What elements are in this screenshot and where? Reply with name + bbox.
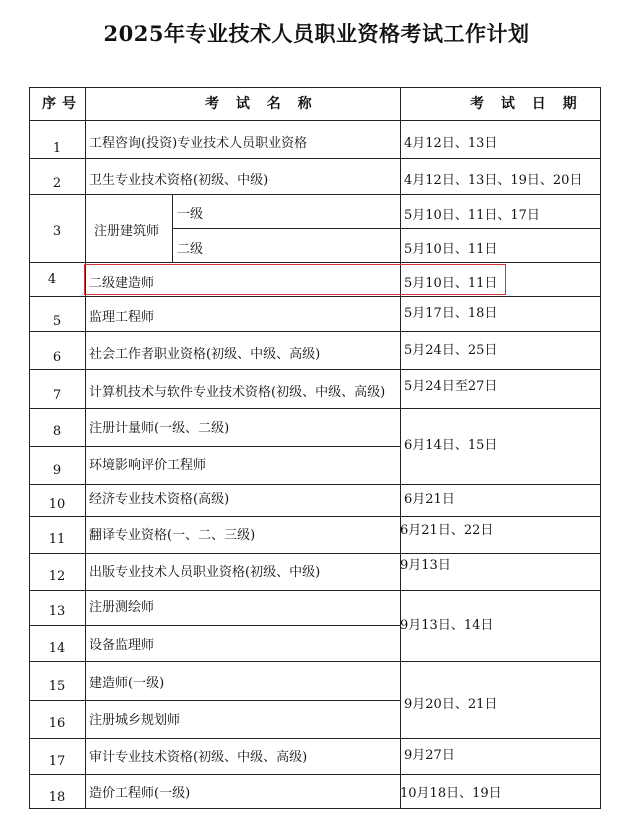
row-exam-name: 卫生专业技术资格(初级、中级) bbox=[89, 173, 269, 188]
row-exam-date: 9月13日 bbox=[400, 558, 451, 573]
table-line bbox=[29, 194, 601, 195]
table-line bbox=[29, 484, 601, 485]
row-index: 10 bbox=[48, 497, 66, 512]
table-line bbox=[29, 553, 601, 554]
row-index: 5 bbox=[52, 314, 62, 329]
row-exam-name: 注册城乡规划师 bbox=[89, 713, 181, 728]
row-index: 3 bbox=[52, 224, 62, 239]
row-exam-name: 翻译专业资格(一、二、三级) bbox=[89, 528, 256, 543]
table-line bbox=[400, 87, 401, 809]
table-line bbox=[29, 774, 601, 775]
merged-exam-date: 9月20日、21日 bbox=[404, 697, 498, 712]
row-index: 14 bbox=[48, 641, 66, 656]
table-line bbox=[29, 158, 601, 159]
row-exam-name: 造价工程师(一级) bbox=[89, 786, 191, 801]
row-exam-name: 出版专业技术人员职业资格(初级、中级) bbox=[89, 565, 321, 580]
row-exam-date: 6月21日 bbox=[404, 492, 455, 507]
row-exam-name: 环境影响评价工程师 bbox=[89, 458, 207, 473]
row-highlight-box bbox=[84, 264, 506, 295]
row-exam-date: 10月18日、19日 bbox=[400, 786, 502, 801]
table-line bbox=[29, 369, 601, 370]
row-index: 2 bbox=[52, 176, 62, 191]
row-index: 1 bbox=[52, 141, 62, 156]
table-line bbox=[29, 296, 601, 297]
row-index: 7 bbox=[52, 388, 62, 403]
row-exam-date: 5月17日、18日 bbox=[404, 306, 498, 321]
header-exam-date: 考 试 日 期 bbox=[470, 96, 583, 112]
table-line bbox=[29, 262, 601, 263]
merged-exam-date: 9月13日、14日 bbox=[400, 618, 494, 633]
row-index: 12 bbox=[48, 569, 66, 584]
row-exam-name: 监理工程师 bbox=[89, 310, 155, 325]
row-exam-date: 5月24日、25日 bbox=[404, 343, 498, 358]
row-sub-level: 一级 bbox=[177, 207, 204, 222]
table-line bbox=[29, 738, 601, 739]
row-exam-date: 4月12日、13日 bbox=[404, 136, 498, 151]
row-exam-date: 5月10日、11日、17日 bbox=[404, 208, 540, 223]
row-exam-name: 设备监理师 bbox=[89, 638, 155, 653]
row-index: 17 bbox=[48, 754, 66, 769]
table-line bbox=[29, 331, 601, 332]
row-exam-name: 社会工作者职业资格(初级、中级、高级) bbox=[89, 347, 321, 362]
row-exam-name: 经济专业技术资格(高级) bbox=[89, 492, 230, 507]
row-index: 16 bbox=[48, 716, 66, 731]
row-exam-name: 建造师(一级) bbox=[89, 676, 165, 691]
row-exam-name: 注册计量师(一级、二级) bbox=[89, 421, 230, 436]
table-line bbox=[29, 408, 601, 409]
row-sub-level: 二级 bbox=[177, 242, 204, 257]
table-line bbox=[85, 87, 86, 809]
table-line bbox=[29, 120, 601, 121]
table-line bbox=[172, 194, 173, 262]
header-index: 序号 bbox=[42, 96, 82, 112]
row-index: 6 bbox=[52, 350, 62, 365]
row-exam-date: 4月12日、13日、19日、20日 bbox=[404, 173, 583, 188]
row-exam-date: 5月10日、11日 bbox=[404, 242, 498, 257]
row-exam-date: 6月21日、22日 bbox=[400, 523, 494, 538]
row-index: 9 bbox=[52, 463, 62, 478]
table-line bbox=[29, 661, 601, 662]
row-index: 15 bbox=[48, 679, 66, 694]
row-index: 13 bbox=[48, 604, 66, 619]
row-exam-name: 计算机技术与软件专业技术资格(初级、中级、高级) bbox=[89, 385, 386, 400]
header-exam-name: 考 试 名 称 bbox=[205, 96, 318, 112]
table-line bbox=[29, 590, 601, 591]
row-exam-date: 5月24日至27日 bbox=[404, 379, 498, 394]
row-exam-name: 工程咨询(投资)专业技术人员职业资格 bbox=[89, 136, 308, 151]
row-exam-name: 注册建筑师 bbox=[94, 224, 160, 239]
row-exam-date: 5月10日、11日 bbox=[404, 276, 498, 291]
page-title: 2025年专业技术人员职业资格考试工作计划 bbox=[103, 21, 530, 46]
row-index: 11 bbox=[48, 532, 66, 547]
row-exam-name: 注册测绘师 bbox=[89, 600, 155, 615]
row-index: 4 bbox=[47, 272, 57, 287]
row-exam-name: 二级建造师 bbox=[89, 276, 155, 291]
row-index: 18 bbox=[48, 790, 66, 805]
merged-exam-date: 6月14日、15日 bbox=[404, 438, 498, 453]
row-exam-date: 9月27日 bbox=[404, 748, 455, 763]
table-line bbox=[172, 228, 601, 229]
row-exam-name: 审计专业技术资格(初级、中级、高级) bbox=[89, 750, 308, 765]
row-index: 8 bbox=[52, 424, 62, 439]
table-line bbox=[29, 516, 601, 517]
